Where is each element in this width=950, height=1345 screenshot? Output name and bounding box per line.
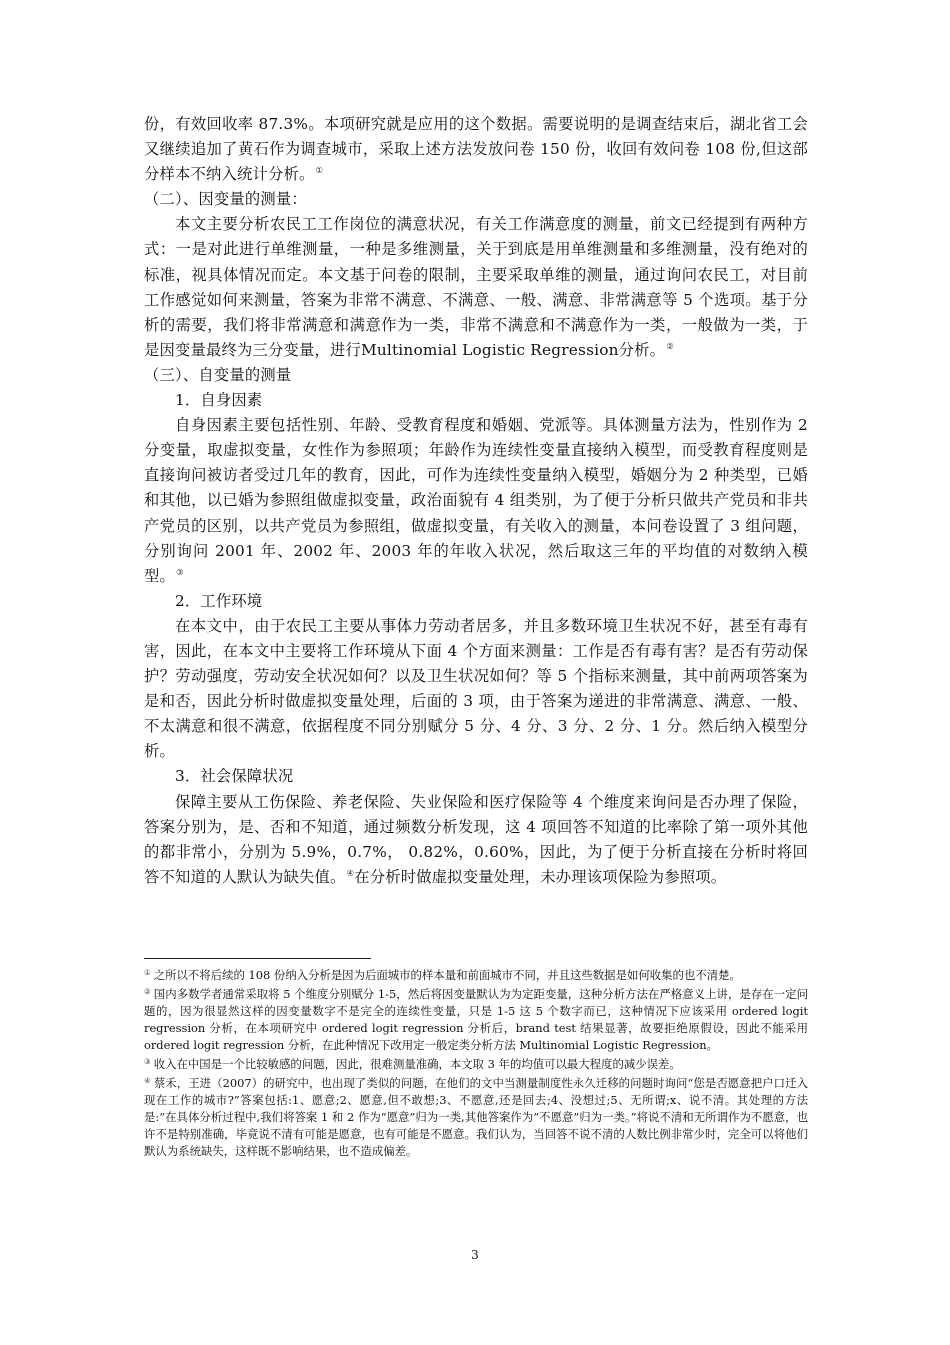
- footnote-mark: ③: [144, 1057, 151, 1066]
- paragraph-3: 自身因素主要包括性别、年龄、受教育程度和婚姻、党派等。具体测量方法为，性别作为 2 分变量，取虚拟变量，女性作为参照项；年龄作为连续性变量直接纳入模型，而受教育程度则是直接询问被访者受过几年的教育，因此，可作为连续性变量纳入模型，婚姻分为 2 种类型，已婚和其他，以已婚为参照组做虚拟变量，政治面貌有 4 组类别，为了便于分析只做共产党员和非共产党员的区别，以共产党员为参照组，做虚拟变量，有关收入的测量，本问卷设置了 3 组问题，分别询问 2001 年、2002 年、2003 年的年收入状况，然后取这三年的平均值的对数纳入模型。③: [144, 416, 808, 585]
- footnote-separator: [144, 958, 371, 959]
- paragraph-4: 在本文中，由于农民工主要从事体力劳动者居多，并且多数环境卫生状况不好，甚至有毒有害，因此，在本文中主要将工作环境从下面 4 个方面来测量：工作是否有毒有害？是否有劳动保护？劳动强度，劳动安全状况如何？以及卫生状况如何？等 5 个指标来测量，其中前两项答案为是和否，因此分析时做虚拟变量处理，后面的 3 项，由于答案为递进的非常满意、满意、一般、不太满意和很不满意，依据程度不同分别赋分 5 分、4 分、3 分、2 分、1 分。然后纳入模型分析。: [144, 616, 808, 761]
- paragraph-5: 保障主要从工伤保险、养老保险、失业保险和医疗保险等 4 个维度来询问是否办理了保险，答案分别为，是、否和不知道，通过频数分析发现，这 4 项回答不知道的比率除了第一项外其他的都非常小，分别为 5.9%，0.7%， 0.82%，0.60%，因此，为了便于分析直接在分析时将回答不知道的人默认为缺失值。④在分析时做虚拟变量处理，未办理该项保险为参照项。: [144, 792, 808, 886]
- footnote-ref-4: ④: [346, 868, 355, 879]
- footnote-ref-3: ③: [176, 567, 184, 578]
- footnote-mark: ①: [144, 968, 151, 977]
- footnote-mark: ④: [144, 1076, 151, 1085]
- footnote-1: ① 之所以不将后续的 108 份纳入分析是因为后面城市的样本量和前面城市不同，并且这些数据是如何收集的也不清楚。: [144, 968, 741, 982]
- subheading-work-environment: 2．工作环境: [175, 591, 263, 610]
- section-heading-3: （三）、自变量的测量: [144, 365, 292, 384]
- body-text: [144, 112, 808, 890]
- section-heading-2: （二）、因变量的测量：: [144, 190, 307, 209]
- footnote-ref-2: ②: [666, 341, 675, 352]
- subheading-self-factors: 1．自身因素: [175, 391, 263, 410]
- footnote-mark: ②: [144, 987, 151, 996]
- paragraph-2: 本文主要分析农民工工作岗位的满意状况，有关工作满意度的测量，前文已经提到有两种方式：一是对此进行单维测量，一种是多维测量，关于到底是用单维测量和多维测量，没有绝对的标准，视具体情况而定。本文基于问卷的限制，主要采取单维的测量，通过询问农民工，对目前工作感觉如何来测量，答案为非常不满意、不满意、一般、满意、非常满意等 5 个选项。基于分析的需要，我们将非常满意和满意作为一类，非常不满意和不满意作为一类，一般做为一类，于是因变量最终为三分变量，进行Multinomial Logistic Regression分析。②: [144, 215, 808, 359]
- subheading-social-security: 3．社会保障状况: [175, 767, 294, 786]
- footnote-4: ④ 蔡禾，王进（2007）的研究中，也出现了类似的问题，在他们的文中当测量制度性永久迁移的问题时询问“您是否愿意把户口迁入现在工作的城市?”答案包括:1、愿意;2、愿意,但不敢想;3、不愿意,还是回去;4、没想过;5、无所谓;x、说不清。其处理的方法是:“在具体分析过程中,我们将答案 1 和 2 作为“愿意”归为一类,其他答案作为“不愿意”归为一类。”将说不清和无所谓作为不愿意，也许不是特别准确，毕竟说不清有可能是愿意，也有可能是不愿意。我们认为，当回答不说不清的人数比例非常少时，完全可以将他们默认为系统缺失，这样既不影响结果，也不造成偏差。: [144, 1076, 808, 1158]
- footnote-ref-1: ①: [315, 166, 324, 177]
- footnote-3: ③ 收入在中国是一个比较敏感的问题，因此，很难测量准确，本文取 3 年的均值可以最大程度的减少误差。: [144, 1057, 681, 1071]
- footnote-2: ② 国内多数学者通常采取将 5 个维度分别赋分 1-5，然后将因变量默认为为定距变量，这种分析方法在严格意义上讲，是存在一定问题的，因为很显然这样的因变量数字不是完全的连续性变量，只是 1-5 这 5 个数字而已，这种情况下应该采用 ordered logit regression 分析，在本项研究中 ordered logit regression 分析后，brand test 结果显著，故要拒绝原假设，因此不能采用 ordered logit regression 分析，在此种情况下改用定一般定类分析方法 Multinomial Logistic Regression。: [144, 987, 808, 1052]
- paragraph-1: 份，有效回收率 87.3%。本项研究就是应用的这个数据。需要说明的是调查结束后，湖北省工会又继续追加了黄石作为调查城市，采取上述方法发放问卷 150 份，收回有效问卷 108 份,但这部分样本不纳入统计分析。①: [144, 115, 808, 184]
- footnotes: [144, 967, 808, 1162]
- page-number: 3: [471, 1248, 479, 1262]
